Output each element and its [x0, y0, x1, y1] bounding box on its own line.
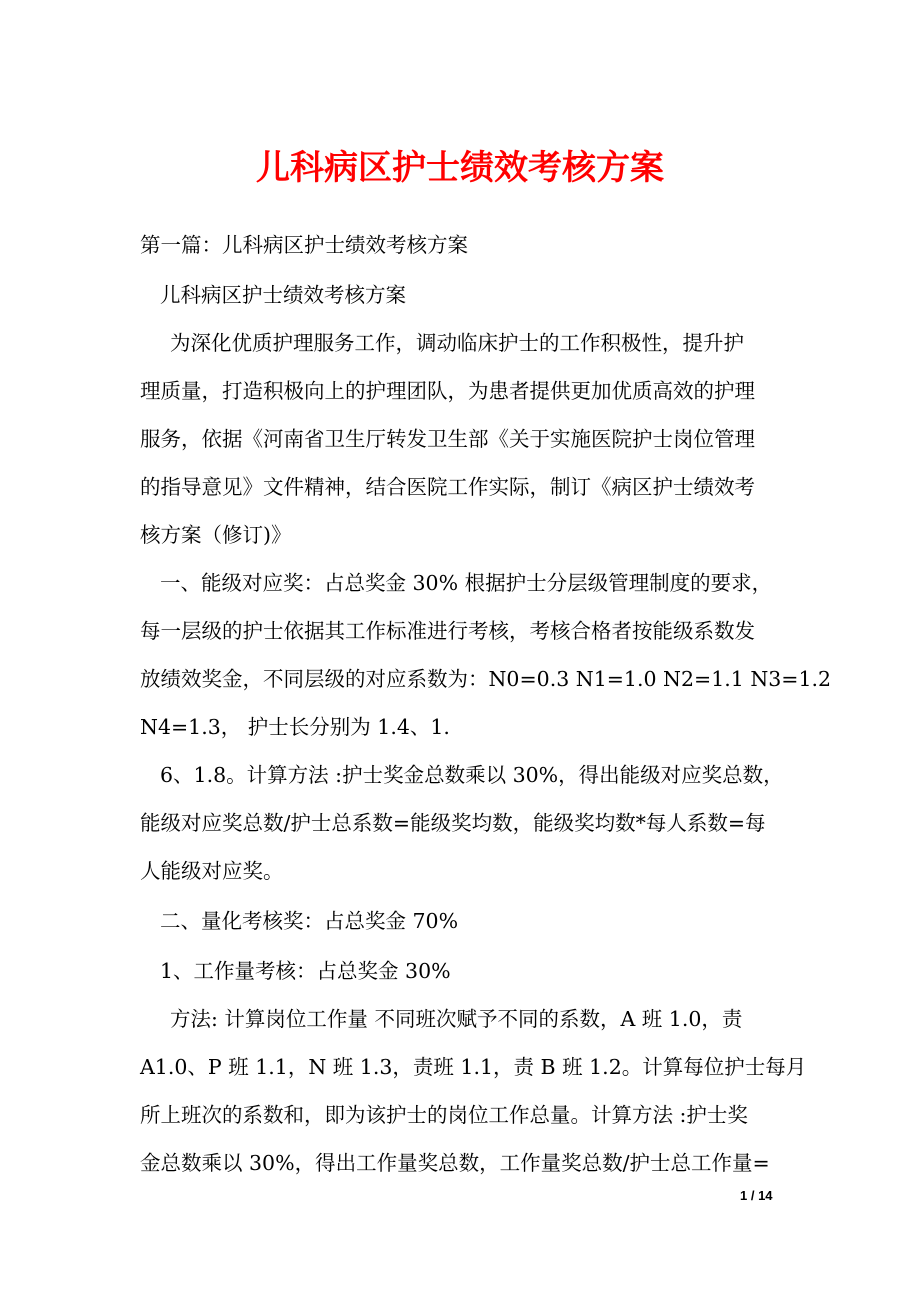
paragraph-line: 核方案（修订)》: [140, 523, 292, 547]
document-title: 儿科病区护士绩效考核方案: [256, 148, 664, 188]
paragraph-line: 放绩效奖金，不同层级的对应系数为：N0=0.3 N1=1.0 N2=1.1 N3=1.2: [140, 667, 832, 691]
paragraph-line: 人能级对应奖。: [140, 859, 284, 883]
section-title: 儿科病区护士绩效考核方案: [160, 283, 406, 307]
paragraph-line: 二、量化考核奖：占总奖金 70%: [160, 909, 459, 933]
paragraph-line: 1、工作量考核：占总奖金 30%: [160, 959, 451, 983]
paragraph-line: 一、能级对应奖：占总奖金 30% 根据护士分层级管理制度的要求，: [160, 571, 773, 595]
paragraph-line: 服务，依据《河南省卫生厅转发卫生部《关于实施医院护士岗位管理: [140, 427, 755, 451]
paragraph-line: 能级对应奖总数/护士总系数=能级奖均数，能级奖均数*每人系数=每: [140, 811, 766, 835]
paragraph-line: A1.0、P 班 1.1，N 班 1.3，责班 1.1，责 B 班 1.2。计算每位护士每月: [140, 1055, 807, 1079]
paragraph-line: 所上班次的系数和，即为该护士的岗位工作总量。计算方法 :护士奖: [140, 1103, 748, 1127]
page-number: 1 / 14: [740, 1188, 773, 1203]
chapter-heading: 第一篇：儿科病区护士绩效考核方案: [140, 233, 468, 257]
paragraph-line: N4=1.3， 护士长分别为 1.4、1.: [140, 715, 450, 739]
paragraph-line: 金总数乘以 30%，得出工作量奖总数，工作量奖总数/护士总工作量=: [140, 1151, 770, 1175]
paragraph-line: 每一层级的护士依据其工作标准进行考核，考核合格者按能级系数发: [140, 619, 755, 643]
paragraph-line: 6、1.8。计算方法 :护士奖金总数乘以 30%，得出能级对应奖总数，: [160, 763, 784, 787]
paragraph-line: 的指导意见》文件精神，结合医院工作实际，制订《病区护士绩效考: [140, 475, 755, 499]
paragraph-line: 方法: 计算岗位工作量 不同班次赋予不同的系数，A 班 1.0，责: [170, 1007, 743, 1031]
paragraph-line: 为深化优质护理服务工作，调动临床护士的工作积极性，提升护: [170, 331, 744, 355]
paragraph-line: 理质量，打造积极向上的护理团队，为患者提供更加优质高效的护理: [140, 379, 755, 403]
